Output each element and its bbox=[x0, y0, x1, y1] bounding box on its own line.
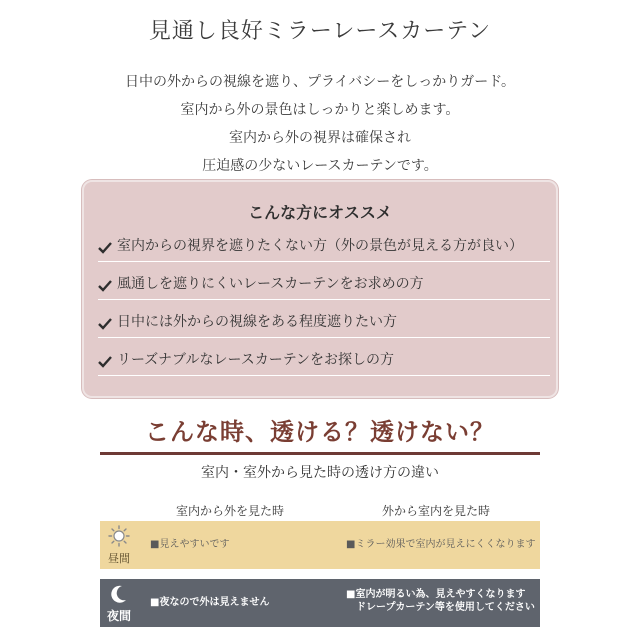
daytime-row bbox=[100, 521, 540, 569]
sun-icon bbox=[104, 525, 134, 547]
recommend-box bbox=[82, 180, 558, 398]
recommend-item-text: リーズナブルなレースカーテンをお探しの方 bbox=[117, 352, 395, 368]
comparison-title: こんな時、透ける？透けない？ bbox=[145, 418, 495, 446]
nighttime-outside-text bbox=[346, 588, 535, 614]
daytime-label: 昼間 bbox=[108, 552, 130, 565]
nighttime-label: 夜間 bbox=[106, 609, 131, 623]
title-underline bbox=[100, 452, 540, 455]
recommend-item-text: 風通しを遮りにくいレースカーテンをお求めの方 bbox=[117, 276, 424, 292]
recommend-item bbox=[98, 224, 550, 262]
intro-line: 室内から外の視界は確保され bbox=[229, 130, 411, 146]
intro-line: 日中の外からの視線を遮り、プライバシーをしっかりガード。 bbox=[124, 74, 516, 90]
nighttime-row bbox=[100, 579, 540, 627]
daytime-inside-text: ■見えやすいです bbox=[150, 539, 230, 550]
check-icon bbox=[98, 279, 112, 293]
daytime-outside-text: ■ミラー効果で室内が見えにくくなります bbox=[346, 539, 536, 550]
column-header-outside: 外から室内を見た時 bbox=[381, 504, 490, 518]
recommend-item-text: 室内からの視界を遮りたくない方（外の景色が見える方が良い） bbox=[117, 238, 523, 254]
intro-line: 圧迫感の少ないレースカーテンです。 bbox=[202, 158, 438, 174]
check-icon bbox=[98, 355, 112, 369]
recommend-item bbox=[98, 300, 550, 338]
intro-line: 室内から外の景色はしっかりと楽しめます。 bbox=[180, 102, 460, 118]
comparison-subtitle: 室内・室外から見た時の透け方の違い bbox=[201, 465, 439, 481]
intro-text bbox=[0, 68, 640, 180]
page-title: 見通し良好ミラーレースカーテン bbox=[148, 19, 492, 44]
recommend-item bbox=[98, 338, 550, 376]
recommend-title: こんな方にオススメ bbox=[248, 203, 392, 222]
recommend-item-text: 日中には外からの視線をある程度遮りたい方 bbox=[117, 314, 397, 330]
moon-icon bbox=[104, 583, 134, 605]
recommend-item bbox=[98, 262, 550, 300]
check-icon bbox=[98, 241, 112, 255]
check-icon bbox=[98, 317, 112, 331]
nighttime-outside-line: ■室内が明るい為、見えやすくなります bbox=[346, 589, 526, 600]
nighttime-outside-line: ドレープカーテン等を使用してください bbox=[356, 602, 535, 613]
nighttime-inside-text: ■夜なので外は見えません bbox=[150, 597, 270, 608]
column-header-inside: 室内から外を見た時 bbox=[175, 504, 284, 518]
